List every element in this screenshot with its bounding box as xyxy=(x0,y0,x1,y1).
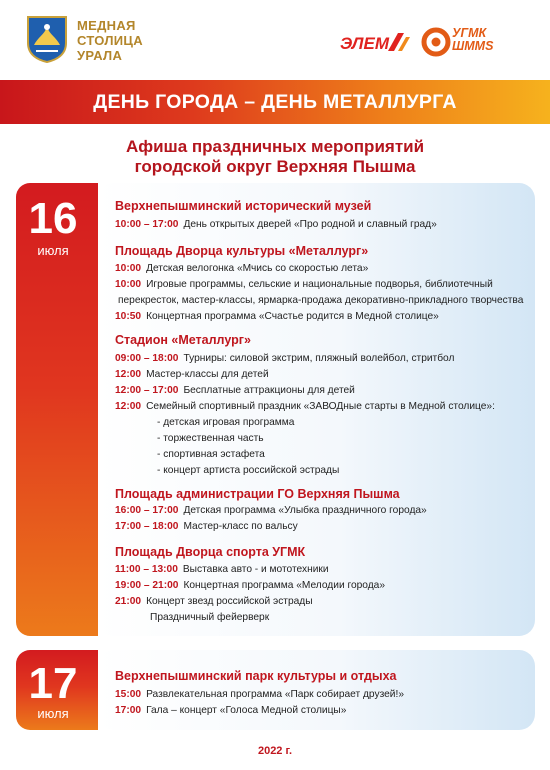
event-time: 21:00 xyxy=(115,596,142,607)
event-row xyxy=(115,263,368,274)
event-text: Турниры: силовой экстрим, пляжный волейбол, стритбол xyxy=(183,353,455,364)
event-time: 09:00 – 18:00 xyxy=(115,353,179,364)
footer-year: 2022 г. xyxy=(257,745,293,757)
venue-title: Верхнепышминский исторический музей xyxy=(115,199,372,213)
event-time: 16:00 – 17:00 xyxy=(115,505,179,516)
day-month: июля xyxy=(37,706,69,721)
event-text: Мастер-классы для детей xyxy=(146,369,269,380)
event-text: Концертная программа «Мелодии города» xyxy=(183,580,386,591)
ugmk-line: ШМMS xyxy=(452,39,494,53)
day-number: 17 xyxy=(28,659,78,708)
event-row xyxy=(115,353,454,364)
event-row xyxy=(115,705,346,716)
page-header xyxy=(0,0,550,74)
event-text: Концертная программа «Счастье родится в Медной столице» xyxy=(146,311,439,322)
event-time: 12:00 xyxy=(115,401,142,412)
day-number: 16 xyxy=(28,194,78,243)
event-text: Семейный спортивный праздник «ЗАВОДные старты в Медной столице»: xyxy=(146,401,495,412)
event-time: 17:00 xyxy=(115,705,142,716)
event-text: Игровые программы, сельские и национальные подворья, библиотечный xyxy=(146,279,493,290)
event-time: 10:00 – 17:00 xyxy=(115,219,179,230)
title-banner xyxy=(0,80,550,124)
subtitle-line: Афиша праздничных мероприятий xyxy=(125,137,425,156)
event-continuation: перекресток, мастер-классы, ярмарка-продажа декоративно-прикладного творчества xyxy=(118,295,524,306)
event-time: 12:00 – 17:00 xyxy=(115,385,179,396)
event-text: Развлекательная программа «Парк собирает друзей!» xyxy=(146,689,404,700)
ugmk-line: УГМК xyxy=(452,26,487,40)
event-text: Детская велогонка «Мчись со скоростью лета» xyxy=(146,263,369,274)
event-row xyxy=(115,564,329,575)
event-text: Концерт звезд российской эстрады xyxy=(146,596,313,607)
event-time: 10:50 xyxy=(115,311,142,322)
event-time: 12:00 xyxy=(115,369,142,380)
brand-line: МЕДНАЯ xyxy=(77,18,136,33)
event-text: Выставка авто - и мототехники xyxy=(182,564,329,575)
event-row xyxy=(115,369,269,380)
venue-title: Площадь администрации ГО Верхняя Пышма xyxy=(115,487,400,501)
event-time: 17:00 – 18:00 xyxy=(115,521,179,532)
venue-title: Площадь Дворца культуры «Металлург» xyxy=(115,244,369,258)
event-time: 11:00 – 13:00 xyxy=(115,564,178,575)
ugmk-label xyxy=(452,27,493,53)
event-time: 10:00 xyxy=(115,279,142,290)
event-row xyxy=(115,505,427,516)
sub-event: - детская игровая программа xyxy=(157,417,295,428)
venue-title: Площадь Дворца спорта УГМК xyxy=(115,545,306,559)
event-row xyxy=(115,385,355,396)
subtitle-line: городской округ Верхняя Пышма xyxy=(134,157,416,176)
brand-name xyxy=(77,18,143,63)
venue-title: Стадион «Металлург» xyxy=(115,333,251,347)
venue-title: Верхнепышминский парк культуры и отдыха xyxy=(115,669,397,683)
brand-line: СТОЛИЦА xyxy=(77,33,143,48)
event-text: Бесплатные аттракционы для детей xyxy=(183,385,355,396)
sub-event: - торжественная часть xyxy=(157,433,264,444)
elem-logo xyxy=(336,27,412,57)
event-text: Гала – концерт «Голоса Медной столицы» xyxy=(146,705,347,716)
day-month: июля xyxy=(37,243,69,258)
event-row xyxy=(115,401,495,412)
poster-subtitle xyxy=(0,137,550,177)
event-row xyxy=(115,689,404,700)
event-row xyxy=(115,596,313,607)
event-row xyxy=(115,580,385,591)
day-tab xyxy=(16,183,98,636)
event-text: Мастер-класс по вальсу xyxy=(183,521,298,532)
event-time: 10:00 xyxy=(115,263,142,274)
partner-elem-label: ЭЛЕМ xyxy=(340,34,389,53)
fireworks-note: Праздничный фейерверк xyxy=(150,612,270,623)
banner-title: ДЕНЬ ГОРОДА – ДЕНЬ МЕТАЛЛУРГА xyxy=(93,91,457,113)
sub-event: - концерт артиста российской эстрады xyxy=(157,465,340,476)
event-text: Детская программа «Улыбка праздничного города» xyxy=(183,505,427,516)
event-row xyxy=(115,311,439,322)
event-row xyxy=(115,521,298,532)
brand-line: УРАЛА xyxy=(77,48,123,63)
event-row xyxy=(115,219,437,230)
sub-event: - спортивная эстафета xyxy=(157,449,265,460)
event-row xyxy=(115,279,493,290)
event-time: 19:00 – 21:00 xyxy=(115,580,179,591)
event-text: День открытых дверей «Про родной и славный град» xyxy=(183,219,437,230)
city-crest-icon xyxy=(26,15,68,63)
day-tab xyxy=(16,650,98,730)
event-time: 15:00 xyxy=(115,689,142,700)
